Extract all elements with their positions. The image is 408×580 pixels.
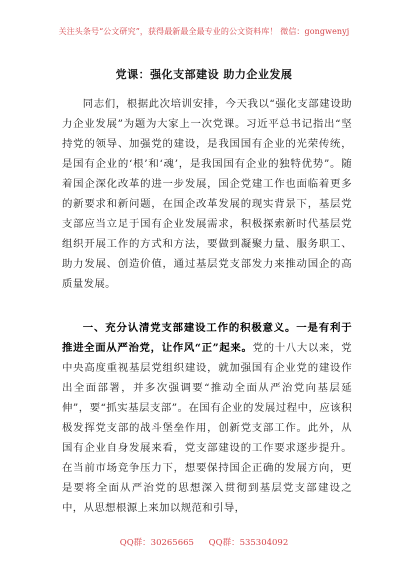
paragraph-text: 同志们，根据此次培训安排，今天我以“强化支部建设助力企业发展”为题为大家上一次党课。习近平总书记指出“坚持党的领导、加强党的建设，是我国国有企业的光荣传统，是国有企业的‘根’和‘魂’，是我国国有企业的独特优势”。随着国企深化改革的进一步发展，国企党建工作也面临着更多的新要求和新问题，在国企改革发展的现实背景下，基层党支部应当立足于国有企业发展需求，积极探索新时代基层党组织开展工作的方式和方法，要做到凝聚力量、服务职工、助力发展、创造价值，通过基层党支部发力来推动国企的高质量发展。 (62, 98, 352, 290)
qq-group-2: QQ群：535304092 (208, 538, 289, 548)
page-title: 党课：强化支部建设 助力企业发展 (115, 68, 293, 81)
footer-contact (0, 536, 408, 548)
section-heading: 一、充分认清党支部建设工作的积极意义。一是有利于推进全面从严治党，让作风“正”起来。 (62, 322, 352, 354)
body-paragraph-1 (62, 94, 352, 294)
paragraph-text (62, 318, 352, 518)
paragraph-body: 党的十八大以来，党中央高度重视基层党组织建设，就加强国有企业党的建设作出全面部署，并多次强调要“推动全面从严治党向基层延伸”，要“抓实基层支部”。在国有企业的发展过程中，应该积极发挥党支部的战斗堡垒作用，创新党支部工作。此外，从国有企业自身发展来看，党支部建设的工作要求逐步提升。在当前市场竞争压力下，想要保持国企正确的发展方向，更是要将全面从严治党的思想深入贯彻到基层党支部建设之中，从思想根源上来加以规范和引导， (62, 342, 352, 514)
body-paragraph-2 (62, 318, 352, 518)
header-ad-banner: 关注头条号“公文研究”，获得最新最全最专业的公文资料库！ 微信：gongwenyj (58, 27, 350, 36)
qq-group-1: QQ群：30265665 (119, 538, 194, 548)
